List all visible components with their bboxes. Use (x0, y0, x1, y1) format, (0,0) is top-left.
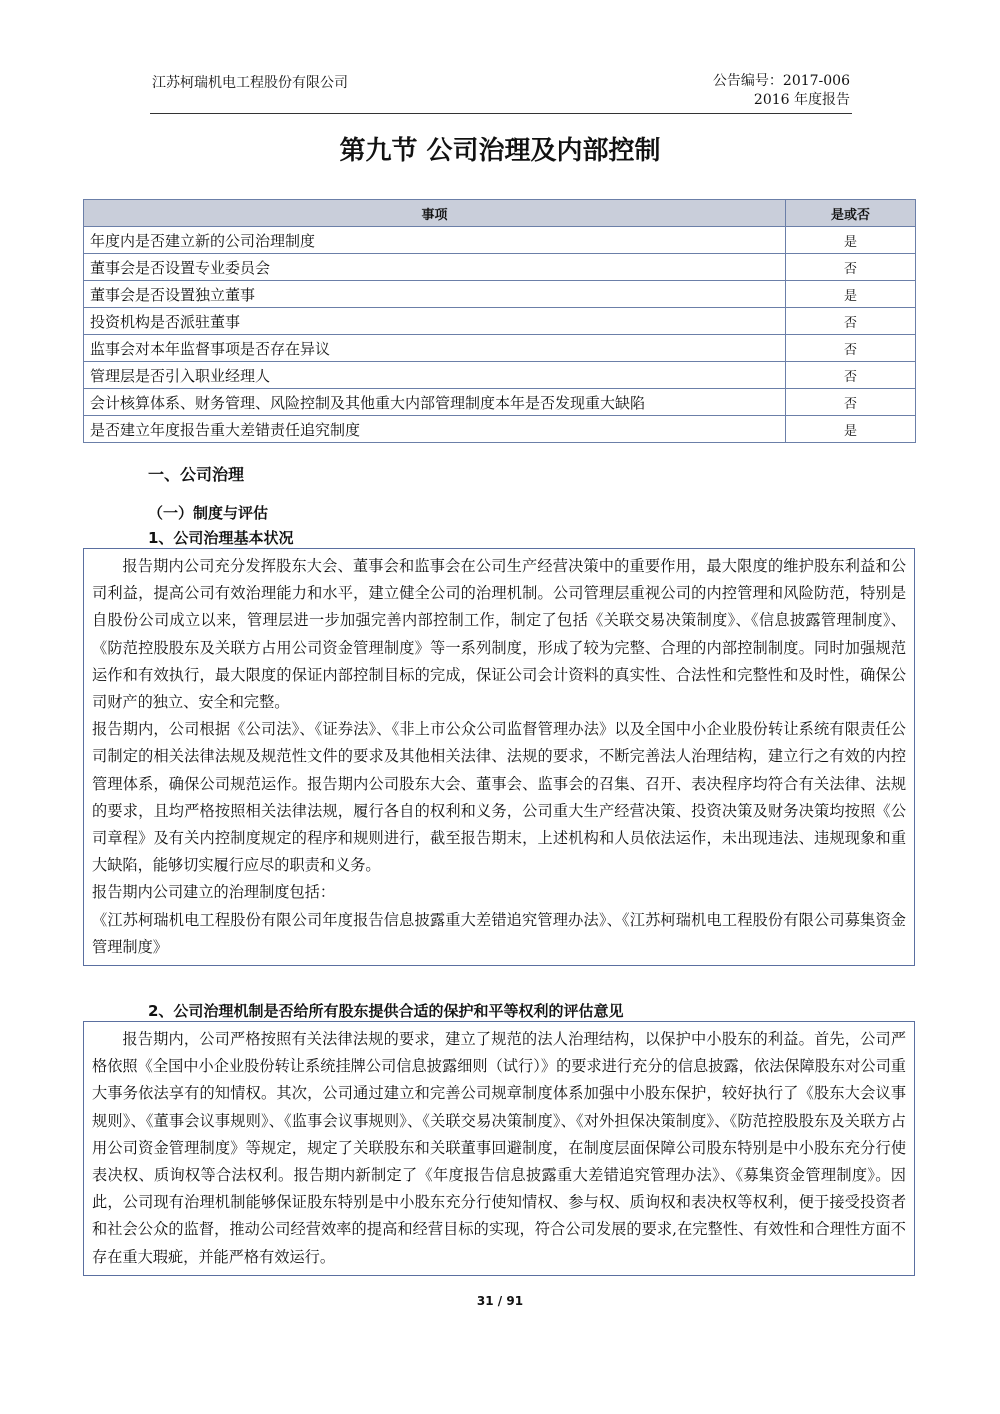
table-cell-item: 是否建立年度报告重大差错责任追究制度 (84, 416, 786, 443)
section-title: 第九节 公司治理及内部控制 (339, 136, 661, 166)
governance-status-box (83, 548, 915, 966)
table-cell-answer: 是 (786, 227, 916, 254)
paragraph: 报告期内，公司根据《公司法》、《证券法》、《非上市公众公司监督管理办法》以及全国中小企业股份转让系统有限责任公司制定的相关法律法规及规范性文件的要求及其他相关法律、法规的要求，不断完善法人治理结构，建立行之有效的内控管理体系，确保公司规范运作。报告期内公司股东大会、董事会、监事会的召集、召开、表决程序均符合有关法律、法规的要求，且均严格按照相关法律法规，履行各自的权利和义务，公司重大生产经营决策、投资决策及财务决策均按照《公司章程》及有关内控制度规定的程序和规则进行，截至报告期末，上述机构和人员依法运作，未出现违法、违规现象和重大缺陷，能够切实履行应尽的职责和义务。 (92, 720, 906, 875)
column-header-item: 事项 (84, 200, 786, 227)
table-row (84, 281, 916, 308)
table-row (84, 254, 916, 281)
heading-system-evaluation: （一）制度与评估 (148, 504, 269, 522)
paragraph: 报告期内公司充分发挥股东大会、董事会和监事会在公司生产经营决策中的重要作用，最大限度的维护股东利益和公司利益，提高公司有效治理能力和水平，建立健全公司的治理机制。公司管理层重视公司的内控管理和风险防范，特别是自股份公司成立以来，管理层进一步加强完善内部控制工作，制定了包括《关联交易决策制度》、《信息披露管理制度》、《防范控股股东及关联方占用公司资金管理制度》等一系列制度，形成了较为完整、合理的内部控制制度。同时加强规范运作和有效执行，最大限度的保证内部控制目标的完成，保证公司会计资料的真实性、合法性和完整性和及时性，确保公司财产的独立、安全和完整。 (92, 557, 906, 712)
paragraph: 报告期内公司建立的治理制度包括： (92, 883, 335, 902)
paragraph: 报告期内，公司严格按照有关法律法规的要求，建立了规范的法人治理结构，以保护中小股东的利益。首先，公司严格依照《全国中小企业股份转让系统挂牌公司信息披露细则（试行）》的要求进行充分的信息披露，依法保障股东对公司重大事务依法享有的知情权。其次，公司通过建立和完善公司规章制度体系加强中小股东保护，较好执行了《股东大会议事规则》、《董事会议事规则》、《监事会议事规则》、《关联交易决策制度》、《对外担保决策制度》、《防范控股股东及关联方占用公司资金管理制度》等规定，规定了关联股东和关联董事回避制度，在制度层面保障公司股东特别是中小股东充分行使表决权、质询权等合法权利。报告期内新制定了《年度报告信息披露重大差错追究管理办法》、《募集资金管理制度》。因此，公司现有治理机制能够保证股东特别是中小股东充分行使知情权、参与权、质询权和表决权等权利，便于接受投资者和社会公众的监督，推动公司经营效率的提高和经营目标的实现，符合公司发展的要求,在完整性、有效性和合理性方面不存在重大瑕疵，并能严格有效运行。 (92, 1030, 906, 1266)
announcement-number: 公告编号：2017-006 (712, 73, 850, 89)
table-row (84, 389, 916, 416)
table-row (84, 362, 916, 389)
report-name: 2016 年度报告 (753, 92, 850, 108)
table-cell-item: 董事会是否设置专业委员会 (84, 254, 786, 281)
heading-basic-status: 1、公司治理基本状况 (148, 529, 294, 547)
table-cell-item: 会计核算体系、财务管理、风险控制及其他重大内部管理制度本年是否发现重大缺陷 (84, 389, 786, 416)
table-cell-answer: 是 (786, 281, 916, 308)
header-company: 江苏柯瑞机电工程股份有限公司 (152, 75, 348, 91)
table-cell-answer: 否 (786, 335, 916, 362)
table-cell-item: 投资机构是否派驻董事 (84, 308, 786, 335)
table-row (84, 335, 916, 362)
table-cell-answer: 是 (786, 416, 916, 443)
table-cell-answer: 否 (786, 362, 916, 389)
shareholder-protection-box (83, 1021, 915, 1276)
header-right (713, 72, 850, 110)
table-cell-item: 管理层是否引入职业经理人 (84, 362, 786, 389)
heading-corporate-governance: 一、公司治理 (148, 465, 245, 484)
table-row (84, 227, 916, 254)
table-row (84, 308, 916, 335)
paragraph: 《江苏柯瑞机电工程股份有限公司年度报告信息披露重大差错追究管理办法》、《江苏柯瑞机电工程股份有限公司募集资金管理制度》 (92, 910, 906, 956)
table-cell-item: 年度内是否建立新的公司治理制度 (84, 227, 786, 254)
table-cell-answer: 否 (786, 308, 916, 335)
header-rule (150, 113, 852, 114)
table-cell-item: 监事会对本年监督事项是否存在异议 (84, 335, 786, 362)
governance-table (83, 199, 916, 443)
heading-shareholder-protection: 2、公司治理机制是否给所有股东提供合适的保护和平等权利的评估意见 (148, 1002, 624, 1020)
table-row (84, 416, 916, 443)
page-number: 31 / 91 (476, 1294, 524, 1308)
table-header-row (84, 200, 916, 227)
table-cell-item: 董事会是否设置独立董事 (84, 281, 786, 308)
table-cell-answer: 否 (786, 254, 916, 281)
table-cell-answer: 否 (786, 389, 916, 416)
column-header-answer: 是或否 (786, 200, 916, 227)
